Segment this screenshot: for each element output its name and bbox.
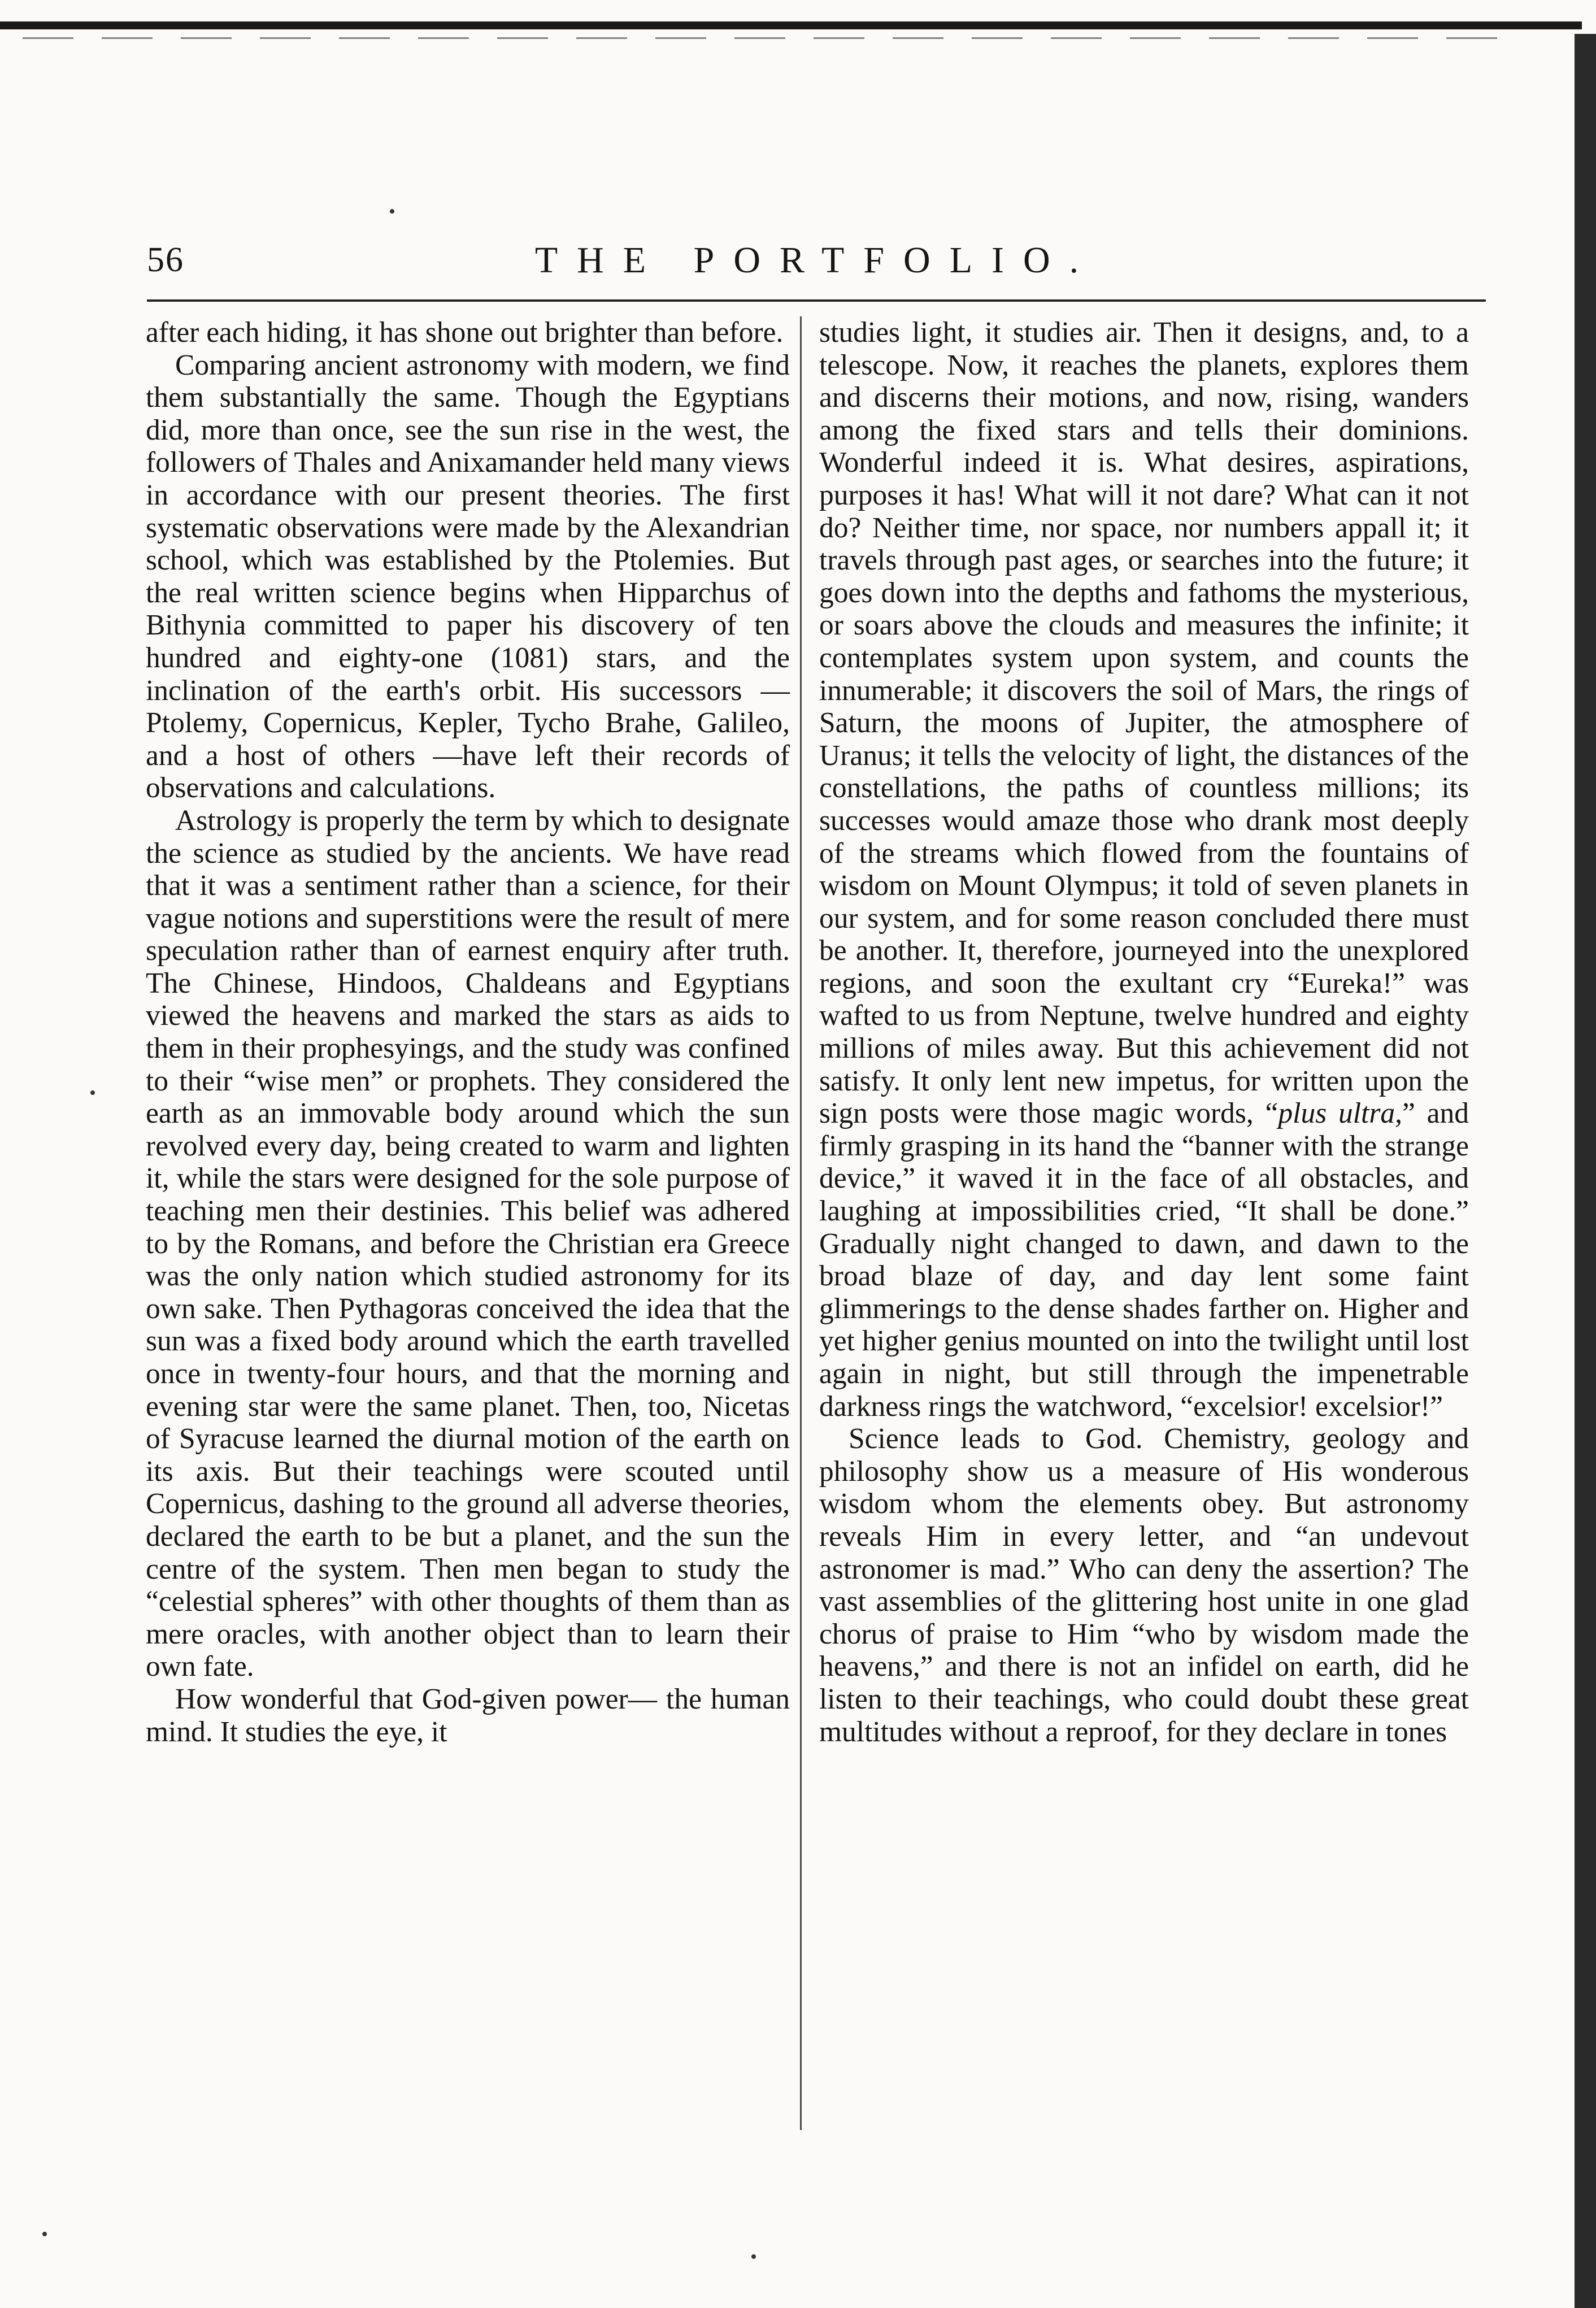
paragraph: Comparing ancient astronomy with modern, we find them substantially the same. Though the Egyptians did, more than once, see the sun rise in the west, the followers of Thales and Anixamander held many views in accordance with our present theories. The first systematic observations were made by the Alexandrian school, which was established by the Ptolemies. But the real written science begins when Hipparchus of Bithynia committed to paper his discovery of ten hundred and eighty-one (1081) stars, and the inclination of the earth's orbit. His successors — Ptolemy, Copernicus, Kepler, Tycho Brahe, Galileo, and a host of others —have left their records of observations and calculations. [146,349,790,805]
running-title: THE PORTFOLIO. [534,240,1098,281]
page-header [147,223,1486,308]
paragraph-text: studies light, it studies air. Then it designs, and, to a telescope. Now, it reaches the planets, explores them and discerns their motions, and now, rising, wanders among the fixed stars and tells their dominions. Wonderful indeed it is. What desires, aspirations, purposes it has! What will it not dare? What can it not do? Neither time, nor space, nor numbers appall it; it travels through past ages, or searches into the future; it goes down into the depths and fathoms the mysterious, or soars above the clouds and measures the infinite; it contemplates system upon system, and counts the innumerable; it discovers the soil of Mars, the rings of Saturn, the moons of Jupiter, the atmosphere of Uranus; it tells the velocity of light, the distances of the constellations, the paths of countless millions; its successes would amaze those who drank most deeply of the streams which flowed from the fountains of wisdom on Mount Olympus; it told of seven planets in our system, and for some reason concluded there must be another. It, therefore, journeyed into the unexplored regions, and soon the exultant cry “Eureka!” was wafted to us from Neptune, twelve hundred and eighty millions of miles away. But this achievement did not satisfy. It only lent new impetus, for written upon the sign posts were those magic words, “ [819,316,1469,1130]
scan-speck [390,209,394,214]
page-number: 56 [147,241,184,279]
latin-phrase: plus ultra, [1278,1097,1403,1130]
paragraph [819,316,1469,1423]
left-column [146,316,790,2215]
paragraph: Science leads to God. Chemistry, geology and philosophy show us a measure of His wonderous wisdom whom the elements obey. But astronomy reveals Him in every letter, and “an undevout astronomer is mad.” Who can deny the assertion? The vast assemblies of the glittering host unite in one glad chorus of praise to Him “who by wisdom made the heavens,” and there is not an infidel on earth, did he listen to their teachings, who could doubt these great multitudes without a reproof, for they declare in tones [819,1423,1469,1748]
right-scan-border [1575,34,1596,2308]
paragraph: after each hiding, it has shone out brighter than before. [146,316,784,349]
scan-speck [751,2254,756,2259]
scan-speck [90,1090,95,1095]
header-rule [147,299,1486,302]
column-divider [800,316,802,2130]
top-scan-artifact [23,37,1514,39]
scan-speck [42,2232,47,2236]
paragraph: Astrology is properly the term by which to designate the science as studied by the ancients. We have read that it was a sentiment rather than a science, for their vague notions and superstitions were the result of mere speculation rather than of earnest enquiry after truth. The Chinese, Hindoos, Chaldeans and Egyptians viewed the heavens and marked the stars as aids to them in their prophesyings, and the study was confined to their “wise men” or prophets. They considered the earth as an immovable body around which the sun revolved every day, being created to warm and lighten it, while the stars were designed for the sole purpose of teaching men their destinies. This belief was adhered to by the Romans, and before the Christian era Greece was the only nation which studied astronomy for its own sake. Then Pythagoras conceived the idea that the sun was a fixed body around which the earth travelled once in twenty-four hours, and that the morning and evening star were the same planet. Then, too, Nicetas of Syracuse learned the diurnal motion of the earth on its axis. But their teachings were scouted until Copernicus, dashing to the ground all adverse theories, declared the earth to be but a planet, and the sun the centre of the system. Then men began to study the “celestial spheres” with other thoughts of them than as mere oracles, with another object than to learn their own fate. [146,804,790,1683]
top-scan-border [0,21,1582,29]
paragraph: How wonderful that God-given power— the human mind. It studies the eye, it [146,1683,790,1748]
paragraph-text: ” and firmly grasping in its hand the “banner with the strange device,” it waved it in the face of all obstacles, and laughing at impossibilities cried, “It shall be done.” Gradually night changed to dawn, and dawn to the broad blaze of day, and day lent some faint glimmerings to the dense shades farther on. Higher and yet higher genius mounted on into the twilight until lost again in night, but still through the impenetrable darkness rings the watchword, “excelsior! excelsior!” [819,1097,1469,1423]
right-column [819,316,1469,2215]
